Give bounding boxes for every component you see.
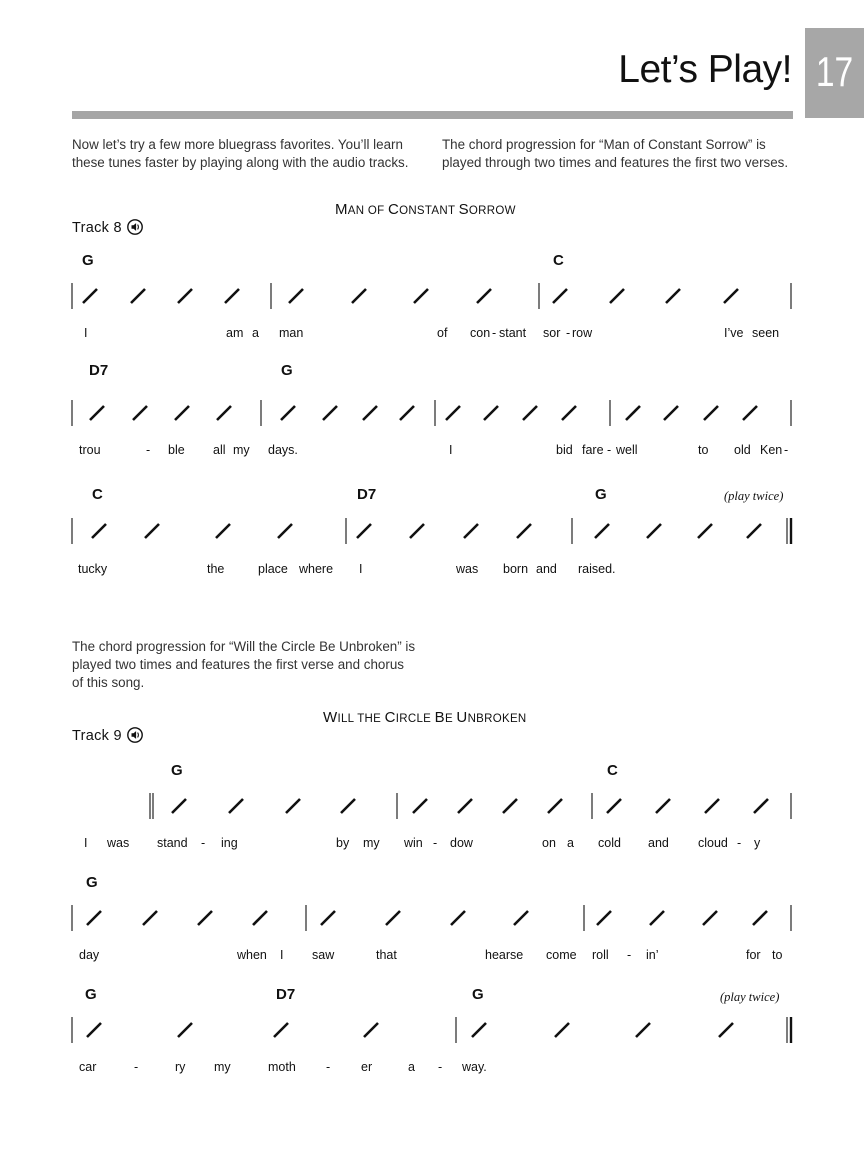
lyric-syllable: I [84, 836, 88, 850]
lyric-syllable: I [449, 443, 453, 457]
rhythm-slash [145, 524, 159, 538]
chord-label: G [171, 762, 183, 779]
rhythm-slash [555, 1023, 569, 1037]
chord-label: D7 [276, 986, 296, 1003]
lyric-syllable: - [146, 443, 151, 457]
chord-label: G [85, 986, 97, 1003]
lyric-syllable: on [542, 836, 556, 850]
rhythm-slash [216, 524, 230, 538]
lyric-syllable: Ken [760, 443, 783, 457]
lyric-syllable: - [134, 1060, 139, 1074]
rhythm-slash [357, 524, 371, 538]
lyric-syllable: y [754, 836, 761, 850]
chord-label: C [607, 762, 618, 779]
lyric-syllable: - [433, 836, 438, 850]
lyric-syllable: I’ve [724, 326, 744, 340]
rhythm-slash [289, 289, 303, 303]
song-title-man-of-constant-sorrow: MAN OF CONSTANT SORROW [335, 201, 516, 218]
rhythm-slash [286, 799, 300, 813]
lyric-syllable: - [438, 1060, 443, 1074]
lyric-syllable: seen [752, 326, 780, 340]
lyric-syllable: place [258, 562, 288, 576]
rhythm-slash [514, 911, 528, 925]
lyric-syllable: a [567, 836, 574, 850]
song-title-will-the-circle-be-unbroken: WILL THE CIRCLE BE UNBROKEN [323, 709, 527, 726]
rhythm-slash [131, 289, 145, 303]
rhythm-slash [477, 289, 491, 303]
rhythm-slash [703, 911, 717, 925]
lyric-syllable: a [408, 1060, 415, 1074]
lyric-syllable: saw [312, 948, 335, 962]
lyric-syllable: car [79, 1060, 97, 1074]
lyric-syllable: to [772, 948, 783, 962]
lyric-syllable: I [280, 948, 284, 962]
chord-label: G [595, 486, 607, 503]
rhythm-slash [281, 406, 295, 420]
rhythm-slash [747, 524, 761, 538]
chord-label: D7 [357, 486, 377, 503]
lyric-syllable: and [536, 562, 557, 576]
rhythm-slash [413, 799, 427, 813]
rhythm-slash [83, 289, 97, 303]
lyric-syllable: - [737, 836, 742, 850]
rhythm-slash [597, 911, 611, 925]
rhythm-slash [656, 799, 670, 813]
lyric-syllable: hearse [485, 948, 524, 962]
chord-label: D7 [89, 362, 109, 379]
intro-left-paragraph: Now let’s try a few more bluegrass favorites. You’ll learn these tunes faster by playing along with the audio tracks. [72, 137, 409, 170]
lyric-syllable: well [616, 443, 638, 457]
rhythm-slash [719, 1023, 733, 1037]
rhythm-slash [754, 799, 768, 813]
rhythm-slash [143, 911, 157, 925]
rhythm-slash [548, 799, 562, 813]
rhythm-slash [464, 524, 478, 538]
lyric-syllable: moth [268, 1060, 296, 1074]
lyric-syllable: of [437, 326, 448, 340]
rhythm-slash [704, 406, 718, 420]
rhythm-slash [400, 406, 414, 420]
rhythm-slash [341, 799, 355, 813]
chord-label: G [86, 874, 98, 891]
rhythm-slash [178, 289, 192, 303]
rhythm-slash [650, 911, 664, 925]
lyric-syllable: sor [543, 326, 561, 340]
rhythm-slash [386, 911, 400, 925]
lyric-syllable: roll [592, 948, 609, 962]
lyric-syllable: row [572, 326, 593, 340]
lyric-syllable: cold [598, 836, 621, 850]
lyric-syllable: - [784, 443, 789, 457]
lyric-syllable: I [84, 326, 88, 340]
rhythm-slash [595, 524, 609, 538]
rhythm-slash [321, 911, 335, 925]
rhythm-slash [175, 406, 189, 420]
rhythm-slash [87, 911, 101, 925]
rhythm-slash [253, 911, 267, 925]
lyric-syllable: for [746, 948, 761, 962]
rhythm-slash [90, 406, 104, 420]
rhythm-slash [753, 911, 767, 925]
lyric-syllable: was [107, 836, 130, 850]
rhythm-slash [198, 911, 212, 925]
lyric-syllable: cloud [698, 836, 728, 850]
rhythm-slash [92, 524, 106, 538]
rhythm-slash [484, 406, 498, 420]
lyric-syllable: a [252, 326, 259, 340]
rhythm-slash [451, 911, 465, 925]
rhythm-slash [636, 1023, 650, 1037]
lyric-syllable: - [627, 948, 632, 962]
rhythm-slash [172, 799, 186, 813]
page-number: 17 [815, 48, 854, 95]
rhythm-slash [87, 1023, 101, 1037]
rhythm-slash [607, 799, 621, 813]
lyric-syllable: and [648, 836, 669, 850]
lyric-syllable: dow [450, 836, 473, 850]
rhythm-slash [743, 406, 757, 420]
rhythm-slash [562, 406, 576, 420]
rhythm-slash [664, 406, 678, 420]
rhythm-slash [364, 1023, 378, 1037]
lyric-syllable: I [359, 562, 363, 576]
lyric-syllable: - [492, 326, 497, 340]
lyric-syllable: day [79, 948, 100, 962]
rhythm-slash [666, 289, 680, 303]
lyric-syllable: - [201, 836, 206, 850]
lyric-syllable: way. [462, 1060, 487, 1074]
rhythm-slash [446, 406, 460, 420]
lyric-syllable: old [734, 443, 751, 457]
lyric-syllable: days. [268, 443, 298, 457]
rhythm-slash [352, 289, 366, 303]
rhythm-slash [217, 406, 231, 420]
rhythm-slash [363, 406, 377, 420]
lyric-syllable: the [207, 562, 225, 576]
lyric-syllable: am [226, 326, 244, 340]
rhythm-slash [553, 289, 567, 303]
lyric-syllable: ry [175, 1060, 186, 1074]
chord-label: C [92, 486, 103, 503]
rhythm-slash [626, 406, 640, 420]
play-twice-note: (play twice) [720, 990, 780, 1004]
rhythm-slash [517, 524, 531, 538]
rhythm-slash [133, 406, 147, 420]
rhythm-slash [229, 799, 243, 813]
rhythm-slash [458, 799, 472, 813]
lyric-syllable: that [376, 948, 397, 962]
play-twice-note: (play twice) [724, 489, 784, 503]
chord-label: C [553, 252, 564, 269]
rhythm-slash [503, 799, 517, 813]
lyric-syllable: where [299, 562, 334, 576]
lyric-syllable: - [566, 326, 571, 340]
song2-intro-paragraph: The chord progression for “Will the Circle Be Unbroken” is played two times and features the first verse and chorus of this song. [72, 639, 416, 690]
rhythm-slash [698, 524, 712, 538]
lyric-syllable: win [404, 836, 423, 850]
lyric-syllable: er [361, 1060, 373, 1074]
rhythm-slash [724, 289, 738, 303]
page-title: Let’s Play! [618, 48, 792, 91]
lyric-syllable: tucky [78, 562, 108, 576]
lyric-syllable: by [336, 836, 350, 850]
rhythm-slash [323, 406, 337, 420]
lyric-syllable: was [456, 562, 479, 576]
rhythm-slash [610, 289, 624, 303]
lyric-syllable: stand [157, 836, 188, 850]
rhythm-slash [225, 289, 239, 303]
chord-label: G [82, 252, 94, 269]
lyric-syllable: ing [221, 836, 238, 850]
lyric-syllable: born [503, 562, 529, 576]
lyric-syllable: my [233, 443, 250, 457]
lyric-syllable: come [546, 948, 577, 962]
rhythm-slash [647, 524, 661, 538]
track-label: Track 8 [72, 219, 143, 239]
lyric-syllable: man [279, 326, 304, 340]
lyric-syllable: fare [582, 443, 604, 457]
lyric-syllable: trou [79, 443, 101, 457]
rhythm-slash [523, 406, 537, 420]
lyric-syllable: - [326, 1060, 331, 1074]
rhythm-slash [410, 524, 424, 538]
rhythm-slash [278, 524, 292, 538]
lyric-syllable: - [607, 443, 612, 457]
rhythm-slash [472, 1023, 486, 1037]
rhythm-slash [274, 1023, 288, 1037]
lyric-syllable: con [470, 326, 491, 340]
lyric-syllable: to [698, 443, 709, 457]
lyric-syllable: bid [556, 443, 573, 457]
rhythm-slash [178, 1023, 192, 1037]
lyric-syllable: stant [499, 326, 527, 340]
rhythm-slash [414, 289, 428, 303]
rhythm-slash [705, 799, 719, 813]
lyric-syllable: my [214, 1060, 231, 1074]
lyric-syllable: when [237, 948, 267, 962]
chord-label: G [281, 362, 293, 379]
lyric-syllable: raised. [578, 562, 616, 576]
track-label: Track 9 [72, 727, 143, 747]
lyric-syllable: in’ [646, 948, 659, 962]
lyric-syllable: ble [168, 443, 185, 457]
intro-right-paragraph: The chord progression for “Man of Constant Sorrow” is played through two times and features the first two verses. [442, 137, 789, 170]
lyric-syllable: all [213, 443, 226, 457]
chord-label: G [472, 986, 484, 1003]
lyric-syllable: my [363, 836, 380, 850]
